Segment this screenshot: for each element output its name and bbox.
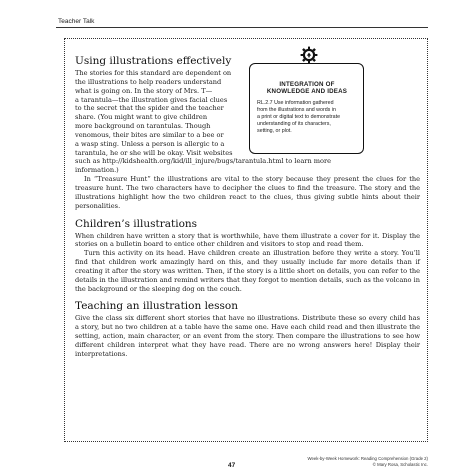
header-label: Teacher Talk [58, 18, 95, 25]
treasure-hunt-paragraph: In “Treasure Hunt” the illustrations are vital to the story because they present the clues for the treasure hunt. The two characters have to decipher the clues to find the treasure. The story and the illustrations highlight how the two children react to the clues, thus giving subtle hints about their personalities. [75, 175, 420, 210]
callout-text: RL.2.7 Use information gathered from the illustrations and words in a print or digital text to demonstrate understanding of its characters, setting, or plot. [257, 99, 341, 134]
teaching-paragraph: Give the class six different short stories that have no illustrations. Distribute these so every child has a story, but no two children at a table have the same one. Have each child read and then illustrate the setting, action, main character, or an event from the story. Then compare the illustrations to see how different children interpret what they have read. There are no wrong answers here! Display their interpretations. [75, 314, 420, 358]
section-teaching-lesson [75, 300, 420, 358]
heading-teaching-lesson: Teaching an illustration lesson [75, 300, 239, 313]
childrens-paragraph-2: Turn this activity on its head. Have children create an illustration before they write a story. You’ll find that children work amazingly hard on this, and they usually include far more details than if creating it after the story was written. Then, if the story is a little short on details, you can refer to the details in the illustration and remind writers that they forgot to mention details, such as the volcano in the background or the sleeping dog on the couch. [75, 249, 420, 293]
heading-childrens-illustrations: Children’s illustrations [75, 217, 198, 230]
childrens-paragraph-1: When children have written a story that is worthwhile, have them illustrate a cover for it. Display the stories on a bulletin board to entice other children and visitors to stop and read them. [75, 231, 420, 249]
section-childrens-illustrations [75, 218, 420, 294]
page-number: 47 [228, 462, 236, 469]
heading-using-illustrations: Using illustrations effectively [75, 55, 232, 67]
callout-title: INTEGRATION OF KNOWLEDGE AND IDEAS [266, 81, 348, 96]
using-illustrations-paragraph: The stories for this standard are dependent on the illustrations to help readers understand what is going on. In the story of Mrs. T— a tarantula—the illustration gives facial clues to the secret that the spider and the teacher share. (You might want to give children more background on tarantulas. Though venomous, their bites are similar to a bee or a wasp sting. Unless a person is allergic to a tarantula, he or she will be okay. Visit websites such as http://kidshealth.org/kid/ill_injure/bugs/tarantula.html to learn more information.) [75, 69, 332, 175]
main-content [75, 55, 420, 359]
footer-credit: Week-by-Week Homework: Reading Comprehension (Grade 2) © Mary Rosa, Scholastic Inc. [307, 456, 428, 467]
header-rule [56, 27, 428, 28]
